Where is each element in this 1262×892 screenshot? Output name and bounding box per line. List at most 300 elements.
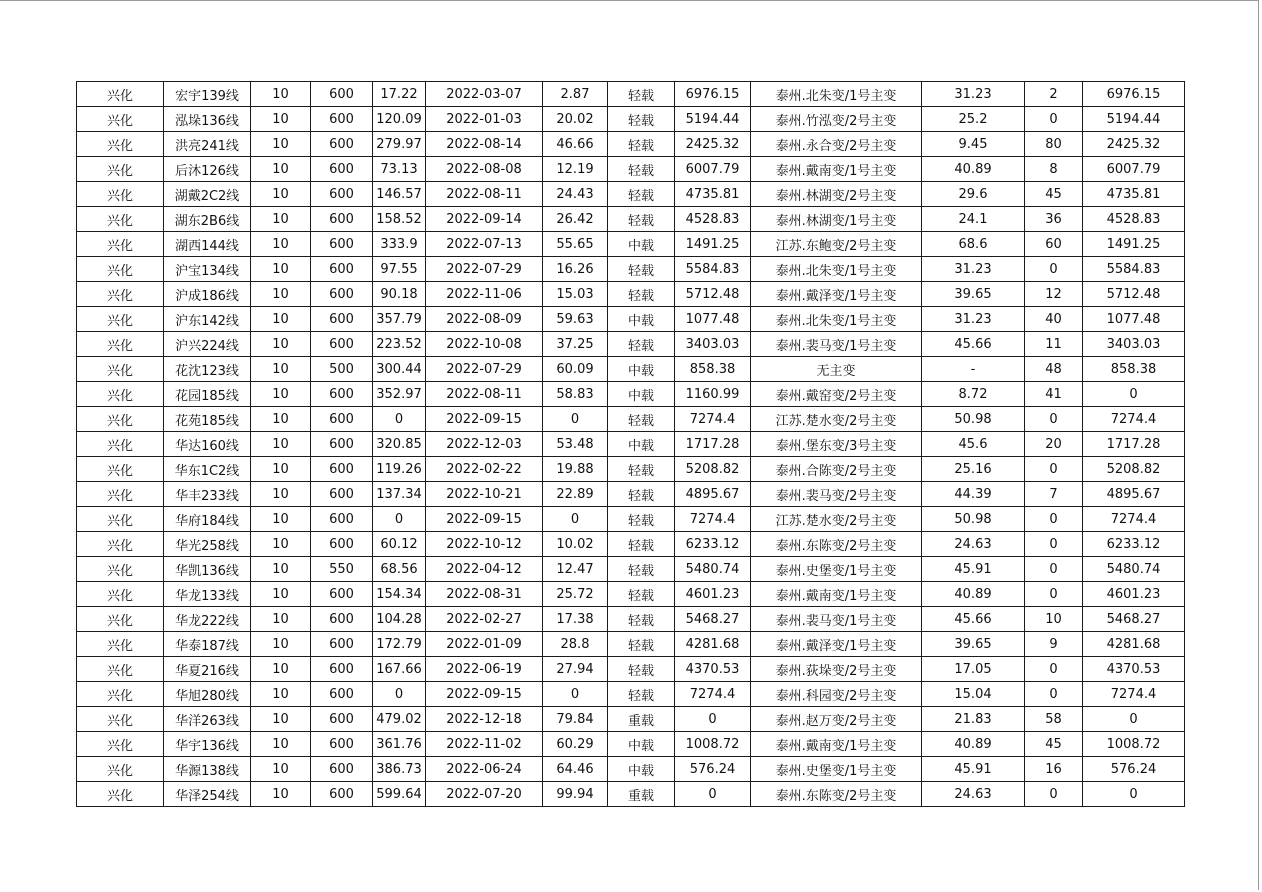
transformer-load-rate-cell: 15.04 bbox=[922, 682, 1025, 707]
transformer-cell: 泰州.林湖变/1号主变 bbox=[751, 207, 922, 232]
load-rate-cell: 12.19 bbox=[543, 157, 608, 182]
available-capacity-cell: 7274.4 bbox=[675, 407, 751, 432]
load-status-cell: 轻载 bbox=[608, 407, 675, 432]
count-cell: 11 bbox=[1025, 332, 1083, 357]
transformer-load-rate-cell: 45.6 bbox=[922, 432, 1025, 457]
remaining-capacity-cell: 7274.4 bbox=[1083, 682, 1185, 707]
count-cell: 9 bbox=[1025, 632, 1083, 657]
transformer-load-rate-cell: 17.05 bbox=[922, 657, 1025, 682]
voltage-cell: 10 bbox=[251, 757, 311, 782]
load-rate-cell: 2.87 bbox=[543, 82, 608, 107]
date-cell: 2022-07-29 bbox=[426, 357, 543, 382]
remaining-capacity-cell: 5194.44 bbox=[1083, 107, 1185, 132]
transformer-cell: 泰州.北朱变/1号主变 bbox=[751, 307, 922, 332]
transformer-load-rate-cell: 21.83 bbox=[922, 707, 1025, 732]
available-capacity-cell: 858.38 bbox=[675, 357, 751, 382]
capacity-cell: 600 bbox=[311, 782, 373, 807]
transformer-load-rate-cell: 40.89 bbox=[922, 732, 1025, 757]
load-status-cell: 重载 bbox=[608, 707, 675, 732]
available-capacity-cell: 0 bbox=[675, 707, 751, 732]
available-capacity-cell: 0 bbox=[675, 782, 751, 807]
line-name-cell: 华源138线 bbox=[164, 757, 251, 782]
transformer-load-rate-cell: 50.98 bbox=[922, 407, 1025, 432]
transformer-load-rate-cell: 40.89 bbox=[922, 582, 1025, 607]
remaining-capacity-cell: 6007.79 bbox=[1083, 157, 1185, 182]
load-cell: 60.12 bbox=[373, 532, 426, 557]
transformer-load-rate-cell: 31.23 bbox=[922, 307, 1025, 332]
date-cell: 2022-08-31 bbox=[426, 582, 543, 607]
transformer-cell: 泰州.东陈变/2号主变 bbox=[751, 532, 922, 557]
table-row bbox=[77, 657, 1185, 682]
table-row bbox=[77, 632, 1185, 657]
load-cell: 320.85 bbox=[373, 432, 426, 457]
remaining-capacity-cell: 5712.48 bbox=[1083, 282, 1185, 307]
date-cell: 2022-06-24 bbox=[426, 757, 543, 782]
line-name-cell: 湖戴2C2线 bbox=[164, 182, 251, 207]
remaining-capacity-cell: 3403.03 bbox=[1083, 332, 1185, 357]
load-status-cell: 轻载 bbox=[608, 632, 675, 657]
load-rate-cell: 24.43 bbox=[543, 182, 608, 207]
region-cell: 兴化 bbox=[77, 657, 164, 682]
load-rate-cell: 10.02 bbox=[543, 532, 608, 557]
voltage-cell: 10 bbox=[251, 657, 311, 682]
date-cell: 2022-08-11 bbox=[426, 182, 543, 207]
voltage-cell: 10 bbox=[251, 207, 311, 232]
date-cell: 2022-04-12 bbox=[426, 557, 543, 582]
load-rate-cell: 58.83 bbox=[543, 382, 608, 407]
available-capacity-cell: 6007.79 bbox=[675, 157, 751, 182]
region-cell: 兴化 bbox=[77, 82, 164, 107]
load-rate-cell: 37.25 bbox=[543, 332, 608, 357]
date-cell: 2022-09-15 bbox=[426, 507, 543, 532]
line-name-cell: 洪亮241线 bbox=[164, 132, 251, 157]
line-name-cell: 华旭280线 bbox=[164, 682, 251, 707]
count-cell: 12 bbox=[1025, 282, 1083, 307]
capacity-cell: 600 bbox=[311, 657, 373, 682]
voltage-cell: 10 bbox=[251, 557, 311, 582]
available-capacity-cell: 5480.74 bbox=[675, 557, 751, 582]
remaining-capacity-cell: 5480.74 bbox=[1083, 557, 1185, 582]
load-rate-cell: 12.47 bbox=[543, 557, 608, 582]
available-capacity-cell: 4528.83 bbox=[675, 207, 751, 232]
line-name-cell: 沪兴224线 bbox=[164, 332, 251, 357]
capacity-cell: 600 bbox=[311, 132, 373, 157]
table-row bbox=[77, 607, 1185, 632]
voltage-cell: 10 bbox=[251, 282, 311, 307]
load-rate-cell: 0 bbox=[543, 682, 608, 707]
load-cell: 154.34 bbox=[373, 582, 426, 607]
voltage-cell: 10 bbox=[251, 357, 311, 382]
load-cell: 104.28 bbox=[373, 607, 426, 632]
table-row bbox=[77, 107, 1185, 132]
capacity-cell: 600 bbox=[311, 82, 373, 107]
load-rate-cell: 60.09 bbox=[543, 357, 608, 382]
region-cell: 兴化 bbox=[77, 707, 164, 732]
region-cell: 兴化 bbox=[77, 282, 164, 307]
available-capacity-cell: 7274.4 bbox=[675, 507, 751, 532]
load-cell: 279.97 bbox=[373, 132, 426, 157]
available-capacity-cell: 3403.03 bbox=[675, 332, 751, 357]
count-cell: 16 bbox=[1025, 757, 1083, 782]
region-cell: 兴化 bbox=[77, 507, 164, 532]
table-row bbox=[77, 257, 1185, 282]
line-name-cell: 华泽254线 bbox=[164, 782, 251, 807]
load-status-cell: 轻载 bbox=[608, 282, 675, 307]
table-row bbox=[77, 557, 1185, 582]
line-name-cell: 华龙133线 bbox=[164, 582, 251, 607]
remaining-capacity-cell: 1491.25 bbox=[1083, 232, 1185, 257]
load-rate-cell: 27.94 bbox=[543, 657, 608, 682]
capacity-cell: 500 bbox=[311, 357, 373, 382]
date-cell: 2022-02-27 bbox=[426, 607, 543, 632]
available-capacity-cell: 5712.48 bbox=[675, 282, 751, 307]
date-cell: 2022-02-22 bbox=[426, 457, 543, 482]
line-name-cell: 沪宝134线 bbox=[164, 257, 251, 282]
line-name-cell: 花沈123线 bbox=[164, 357, 251, 382]
transformer-cell: 泰州.戴窑变/2号主变 bbox=[751, 382, 922, 407]
load-rate-cell: 99.94 bbox=[543, 782, 608, 807]
region-cell: 兴化 bbox=[77, 732, 164, 757]
table-row bbox=[77, 332, 1185, 357]
voltage-cell: 10 bbox=[251, 782, 311, 807]
region-cell: 兴化 bbox=[77, 307, 164, 332]
line-name-cell: 泓垛136线 bbox=[164, 107, 251, 132]
count-cell: 36 bbox=[1025, 207, 1083, 232]
load-cell: 357.79 bbox=[373, 307, 426, 332]
region-cell: 兴化 bbox=[77, 107, 164, 132]
available-capacity-cell: 4735.81 bbox=[675, 182, 751, 207]
load-status-cell: 轻载 bbox=[608, 507, 675, 532]
transformer-load-rate-cell: 25.2 bbox=[922, 107, 1025, 132]
load-rate-cell: 20.02 bbox=[543, 107, 608, 132]
region-cell: 兴化 bbox=[77, 482, 164, 507]
voltage-cell: 10 bbox=[251, 257, 311, 282]
voltage-cell: 10 bbox=[251, 157, 311, 182]
count-cell: 40 bbox=[1025, 307, 1083, 332]
count-cell: 60 bbox=[1025, 232, 1083, 257]
available-capacity-cell: 4895.67 bbox=[675, 482, 751, 507]
available-capacity-cell: 4601.23 bbox=[675, 582, 751, 607]
load-status-cell: 轻载 bbox=[608, 107, 675, 132]
transformer-load-rate-cell: 45.66 bbox=[922, 332, 1025, 357]
table-row bbox=[77, 182, 1185, 207]
load-cell: 158.52 bbox=[373, 207, 426, 232]
load-cell: 172.79 bbox=[373, 632, 426, 657]
count-cell: 48 bbox=[1025, 357, 1083, 382]
line-name-cell: 沪成186线 bbox=[164, 282, 251, 307]
available-capacity-cell: 5208.82 bbox=[675, 457, 751, 482]
transformer-cell: 泰州.林湖变/2号主变 bbox=[751, 182, 922, 207]
load-cell: 599.64 bbox=[373, 782, 426, 807]
load-status-cell: 中载 bbox=[608, 732, 675, 757]
date-cell: 2022-08-08 bbox=[426, 157, 543, 182]
capacity-cell: 600 bbox=[311, 507, 373, 532]
load-status-cell: 中载 bbox=[608, 232, 675, 257]
date-cell: 2022-08-09 bbox=[426, 307, 543, 332]
transformer-cell: 泰州.裴马变/1号主变 bbox=[751, 332, 922, 357]
load-cell: 17.22 bbox=[373, 82, 426, 107]
transformer-cell: 泰州.裴马变/2号主变 bbox=[751, 482, 922, 507]
table-row bbox=[77, 507, 1185, 532]
transformer-load-rate-cell: 25.16 bbox=[922, 457, 1025, 482]
load-status-cell: 轻载 bbox=[608, 457, 675, 482]
date-cell: 2022-12-18 bbox=[426, 707, 543, 732]
region-cell: 兴化 bbox=[77, 782, 164, 807]
date-cell: 2022-10-12 bbox=[426, 532, 543, 557]
load-status-cell: 轻载 bbox=[608, 82, 675, 107]
capacity-cell: 600 bbox=[311, 107, 373, 132]
count-cell: 7 bbox=[1025, 482, 1083, 507]
line-name-cell: 华府184线 bbox=[164, 507, 251, 532]
count-cell: 45 bbox=[1025, 182, 1083, 207]
remaining-capacity-cell: 7274.4 bbox=[1083, 507, 1185, 532]
voltage-cell: 10 bbox=[251, 307, 311, 332]
load-status-cell: 轻载 bbox=[608, 557, 675, 582]
date-cell: 2022-11-06 bbox=[426, 282, 543, 307]
region-cell: 兴化 bbox=[77, 432, 164, 457]
count-cell: 0 bbox=[1025, 257, 1083, 282]
table-row bbox=[77, 382, 1185, 407]
transformer-load-rate-cell: - bbox=[922, 357, 1025, 382]
voltage-cell: 10 bbox=[251, 457, 311, 482]
count-cell: 58 bbox=[1025, 707, 1083, 732]
date-cell: 2022-03-07 bbox=[426, 82, 543, 107]
capacity-cell: 600 bbox=[311, 382, 373, 407]
load-status-cell: 轻载 bbox=[608, 482, 675, 507]
load-status-cell: 中载 bbox=[608, 432, 675, 457]
remaining-capacity-cell: 5468.27 bbox=[1083, 607, 1185, 632]
capacity-cell: 600 bbox=[311, 157, 373, 182]
voltage-cell: 10 bbox=[251, 507, 311, 532]
remaining-capacity-cell: 4528.83 bbox=[1083, 207, 1185, 232]
load-status-cell: 轻载 bbox=[608, 607, 675, 632]
count-cell: 0 bbox=[1025, 682, 1083, 707]
transformer-cell: 泰州.戴泽变/1号主变 bbox=[751, 282, 922, 307]
capacity-cell: 600 bbox=[311, 407, 373, 432]
load-status-cell: 轻载 bbox=[608, 182, 675, 207]
load-status-cell: 中载 bbox=[608, 382, 675, 407]
table-row bbox=[77, 532, 1185, 557]
load-rate-cell: 0 bbox=[543, 507, 608, 532]
transformer-cell: 泰州.合陈变/2号主变 bbox=[751, 457, 922, 482]
table-row bbox=[77, 432, 1185, 457]
load-status-cell: 轻载 bbox=[608, 132, 675, 157]
load-status-cell: 轻载 bbox=[608, 682, 675, 707]
available-capacity-cell: 7274.4 bbox=[675, 682, 751, 707]
load-cell: 73.13 bbox=[373, 157, 426, 182]
voltage-cell: 10 bbox=[251, 82, 311, 107]
load-rate-cell: 19.88 bbox=[543, 457, 608, 482]
load-status-cell: 轻载 bbox=[608, 157, 675, 182]
capacity-cell: 600 bbox=[311, 682, 373, 707]
capacity-cell: 550 bbox=[311, 557, 373, 582]
remaining-capacity-cell: 4735.81 bbox=[1083, 182, 1185, 207]
load-status-cell: 中载 bbox=[608, 307, 675, 332]
transformer-load-rate-cell: 50.98 bbox=[922, 507, 1025, 532]
region-cell: 兴化 bbox=[77, 607, 164, 632]
table-row bbox=[77, 232, 1185, 257]
load-rate-cell: 46.66 bbox=[543, 132, 608, 157]
transformer-load-rate-cell: 29.6 bbox=[922, 182, 1025, 207]
remaining-capacity-cell: 1717.28 bbox=[1083, 432, 1185, 457]
load-status-cell: 轻载 bbox=[608, 207, 675, 232]
region-cell: 兴化 bbox=[77, 257, 164, 282]
table-row bbox=[77, 132, 1185, 157]
date-cell: 2022-09-14 bbox=[426, 207, 543, 232]
transformer-cell: 泰州.北朱变/1号主变 bbox=[751, 257, 922, 282]
transformer-cell: 泰州.戴泽变/1号主变 bbox=[751, 632, 922, 657]
count-cell: 2 bbox=[1025, 82, 1083, 107]
date-cell: 2022-12-03 bbox=[426, 432, 543, 457]
count-cell: 0 bbox=[1025, 407, 1083, 432]
transformer-load-rate-cell: 45.91 bbox=[922, 757, 1025, 782]
load-cell: 0 bbox=[373, 682, 426, 707]
remaining-capacity-cell: 1077.48 bbox=[1083, 307, 1185, 332]
transformer-load-rate-cell: 31.23 bbox=[922, 82, 1025, 107]
remaining-capacity-cell: 4601.23 bbox=[1083, 582, 1185, 607]
line-name-cell: 湖东2B6线 bbox=[164, 207, 251, 232]
remaining-capacity-cell: 0 bbox=[1083, 782, 1185, 807]
load-cell: 333.9 bbox=[373, 232, 426, 257]
transformer-cell: 泰州.史堡变/1号主变 bbox=[751, 757, 922, 782]
line-name-cell: 华凯136线 bbox=[164, 557, 251, 582]
transformer-cell: 泰州.荻垛变/2号主变 bbox=[751, 657, 922, 682]
table-row bbox=[77, 582, 1185, 607]
capacity-cell: 600 bbox=[311, 582, 373, 607]
remaining-capacity-cell: 6233.12 bbox=[1083, 532, 1185, 557]
region-cell: 兴化 bbox=[77, 632, 164, 657]
remaining-capacity-cell: 4895.67 bbox=[1083, 482, 1185, 507]
voltage-cell: 10 bbox=[251, 232, 311, 257]
table-row bbox=[77, 282, 1185, 307]
available-capacity-cell: 5468.27 bbox=[675, 607, 751, 632]
count-cell: 0 bbox=[1025, 507, 1083, 532]
line-name-cell: 华夏216线 bbox=[164, 657, 251, 682]
load-rate-cell: 0 bbox=[543, 407, 608, 432]
voltage-cell: 10 bbox=[251, 182, 311, 207]
region-cell: 兴化 bbox=[77, 357, 164, 382]
transformer-cell: 江苏.楚水变/2号主变 bbox=[751, 507, 922, 532]
available-capacity-cell: 2425.32 bbox=[675, 132, 751, 157]
load-rate-cell: 79.84 bbox=[543, 707, 608, 732]
capacity-cell: 600 bbox=[311, 457, 373, 482]
transformer-cell: 泰州.赵万变/2号主变 bbox=[751, 707, 922, 732]
transformer-load-rate-cell: 44.39 bbox=[922, 482, 1025, 507]
date-cell: 2022-08-11 bbox=[426, 382, 543, 407]
region-cell: 兴化 bbox=[77, 582, 164, 607]
date-cell: 2022-09-15 bbox=[426, 682, 543, 707]
load-cell: 479.02 bbox=[373, 707, 426, 732]
available-capacity-cell: 576.24 bbox=[675, 757, 751, 782]
remaining-capacity-cell: 5208.82 bbox=[1083, 457, 1185, 482]
load-cell: 120.09 bbox=[373, 107, 426, 132]
date-cell: 2022-11-02 bbox=[426, 732, 543, 757]
count-cell: 0 bbox=[1025, 532, 1083, 557]
load-rate-cell: 17.38 bbox=[543, 607, 608, 632]
capacity-cell: 600 bbox=[311, 282, 373, 307]
date-cell: 2022-08-14 bbox=[426, 132, 543, 157]
load-status-cell: 轻载 bbox=[608, 332, 675, 357]
voltage-cell: 10 bbox=[251, 632, 311, 657]
load-rate-cell: 55.65 bbox=[543, 232, 608, 257]
transformer-cell: 泰州.科园变/2号主变 bbox=[751, 682, 922, 707]
remaining-capacity-cell: 576.24 bbox=[1083, 757, 1185, 782]
remaining-capacity-cell: 6976.15 bbox=[1083, 82, 1185, 107]
transformer-cell: 无主变 bbox=[751, 357, 922, 382]
region-cell: 兴化 bbox=[77, 757, 164, 782]
transformer-cell: 泰州.东陈变/2号主变 bbox=[751, 782, 922, 807]
line-name-cell: 华光258线 bbox=[164, 532, 251, 557]
table-row bbox=[77, 82, 1185, 107]
line-name-cell: 花苑185线 bbox=[164, 407, 251, 432]
table-row bbox=[77, 682, 1185, 707]
transformer-cell: 泰州.永合变/2号主变 bbox=[751, 132, 922, 157]
voltage-cell: 10 bbox=[251, 607, 311, 632]
load-cell: 137.34 bbox=[373, 482, 426, 507]
date-cell: 2022-07-29 bbox=[426, 257, 543, 282]
region-cell: 兴化 bbox=[77, 457, 164, 482]
capacity-cell: 600 bbox=[311, 207, 373, 232]
region-cell: 兴化 bbox=[77, 182, 164, 207]
count-cell: 20 bbox=[1025, 432, 1083, 457]
remaining-capacity-cell: 0 bbox=[1083, 707, 1185, 732]
count-cell: 80 bbox=[1025, 132, 1083, 157]
table-row bbox=[77, 407, 1185, 432]
load-cell: 386.73 bbox=[373, 757, 426, 782]
capacity-cell: 600 bbox=[311, 732, 373, 757]
date-cell: 2022-07-13 bbox=[426, 232, 543, 257]
table-row bbox=[77, 707, 1185, 732]
load-cell: 167.66 bbox=[373, 657, 426, 682]
region-cell: 兴化 bbox=[77, 682, 164, 707]
line-name-cell: 花园185线 bbox=[164, 382, 251, 407]
load-rate-cell: 22.89 bbox=[543, 482, 608, 507]
load-status-cell: 轻载 bbox=[608, 582, 675, 607]
available-capacity-cell: 5194.44 bbox=[675, 107, 751, 132]
remaining-capacity-cell: 2425.32 bbox=[1083, 132, 1185, 157]
capacity-cell: 600 bbox=[311, 332, 373, 357]
date-cell: 2022-01-09 bbox=[426, 632, 543, 657]
line-name-cell: 后沐126线 bbox=[164, 157, 251, 182]
count-cell: 0 bbox=[1025, 657, 1083, 682]
count-cell: 10 bbox=[1025, 607, 1083, 632]
capacity-cell: 600 bbox=[311, 432, 373, 457]
transformer-load-rate-cell: 45.91 bbox=[922, 557, 1025, 582]
available-capacity-cell: 6976.15 bbox=[675, 82, 751, 107]
transformer-load-rate-cell: 68.6 bbox=[922, 232, 1025, 257]
table-row bbox=[77, 157, 1185, 182]
region-cell: 兴化 bbox=[77, 132, 164, 157]
load-cell: 68.56 bbox=[373, 557, 426, 582]
transformer-load-rate-cell: 24.63 bbox=[922, 532, 1025, 557]
voltage-cell: 10 bbox=[251, 532, 311, 557]
count-cell: 0 bbox=[1025, 782, 1083, 807]
load-status-cell: 轻载 bbox=[608, 532, 675, 557]
remaining-capacity-cell: 858.38 bbox=[1083, 357, 1185, 382]
line-name-cell: 华泰187线 bbox=[164, 632, 251, 657]
line-name-cell: 湖西144线 bbox=[164, 232, 251, 257]
count-cell: 0 bbox=[1025, 557, 1083, 582]
load-rate-cell: 60.29 bbox=[543, 732, 608, 757]
available-capacity-cell: 4370.53 bbox=[675, 657, 751, 682]
transformer-load-rate-cell: 24.1 bbox=[922, 207, 1025, 232]
line-name-cell: 华洋263线 bbox=[164, 707, 251, 732]
voltage-cell: 10 bbox=[251, 332, 311, 357]
transformer-cell: 江苏.楚水变/2号主变 bbox=[751, 407, 922, 432]
region-cell: 兴化 bbox=[77, 532, 164, 557]
transformer-cell: 泰州.戴南变/1号主变 bbox=[751, 732, 922, 757]
remaining-capacity-cell: 0 bbox=[1083, 382, 1185, 407]
